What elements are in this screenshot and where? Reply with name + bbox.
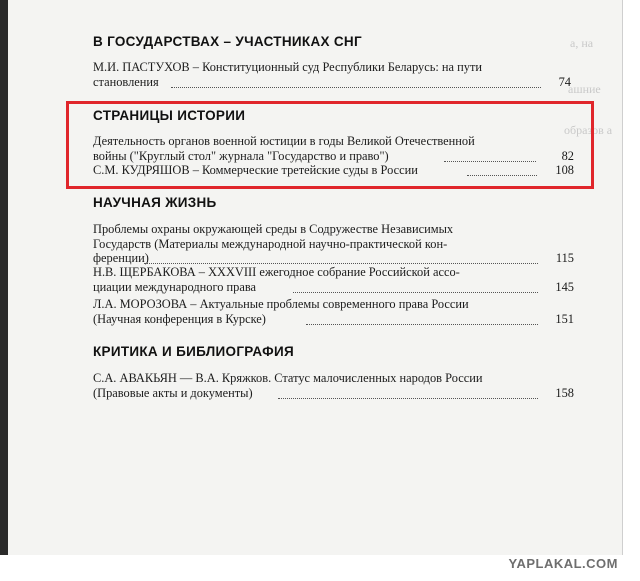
toc-entry-line: С.М. КУДРЯШОВ – Коммерческие третейские суды в России <box>93 163 418 177</box>
page-number: 158 <box>555 386 574 400</box>
toc-entry-line: (Научная конференция в Курске) <box>93 312 266 326</box>
toc-entry-line: Н.В. ЩЕРБАКОВА – XXXVIII ежегодное собрание Российской ассо- <box>93 265 460 279</box>
toc-entry-line: ференции) <box>93 251 149 265</box>
page-number: 82 <box>561 149 574 163</box>
toc-entry-line: Деятельность органов военной юстиции в годы Великой Отечественной <box>93 134 475 148</box>
toc-entry-line: Государств (Материалы международной научно-практической кон- <box>93 237 448 251</box>
watermark: YAPLAKAL.COM <box>508 556 618 571</box>
toc-entry-line: Проблемы охраны окружающей среды в Содружестве Независимых <box>93 222 454 236</box>
toc-entry-line: (Правовые акты и документы) <box>93 386 253 400</box>
page-number: 115 <box>555 251 574 265</box>
page-number: 74 <box>558 75 571 89</box>
toc-entry-line: войны ("Круглый стол" журнала "Государство и право") <box>93 149 389 163</box>
page-number: 151 <box>555 312 574 326</box>
bleed-through-text: образов а <box>564 123 613 137</box>
leader-dots <box>306 323 538 325</box>
leader-dots <box>144 262 538 264</box>
leader-dots <box>171 86 541 88</box>
toc-entry-line: становления <box>93 75 159 89</box>
section-heading: КРИТИКА И БИБЛИОГРАФИЯ <box>93 344 294 359</box>
toc-entry-line: циации международного права <box>93 280 257 294</box>
document-page <box>8 0 623 555</box>
bleed-through-text: а, на <box>570 36 594 50</box>
leader-dots <box>293 291 538 293</box>
toc-entry-line: Л.А. МОРОЗОВА – Актуальные проблемы современного права России <box>93 297 469 311</box>
page-number: 145 <box>555 280 574 294</box>
section-heading: В ГОСУДАРСТВАХ – УЧАСТНИКАХ СНГ <box>93 34 362 49</box>
red-highlight-frame <box>66 101 594 189</box>
toc-entry-line: С.А. АВАКЬЯН — В.А. Кряжков. Статус малочисленных народов России <box>93 371 483 385</box>
page-number: 108 <box>555 163 574 177</box>
section-heading: СТРАНИЦЫ ИСТОРИИ <box>93 108 246 123</box>
leader-dots <box>278 397 538 399</box>
bleed-through-text: ашние <box>568 82 601 96</box>
scan-edge-shadow <box>0 0 8 581</box>
toc-entry-line: М.И. ПАСТУХОВ – Конституционный суд Республики Беларусь: на пути <box>93 60 483 74</box>
section-heading: НАУЧНАЯ ЖИЗНЬ <box>93 195 217 210</box>
